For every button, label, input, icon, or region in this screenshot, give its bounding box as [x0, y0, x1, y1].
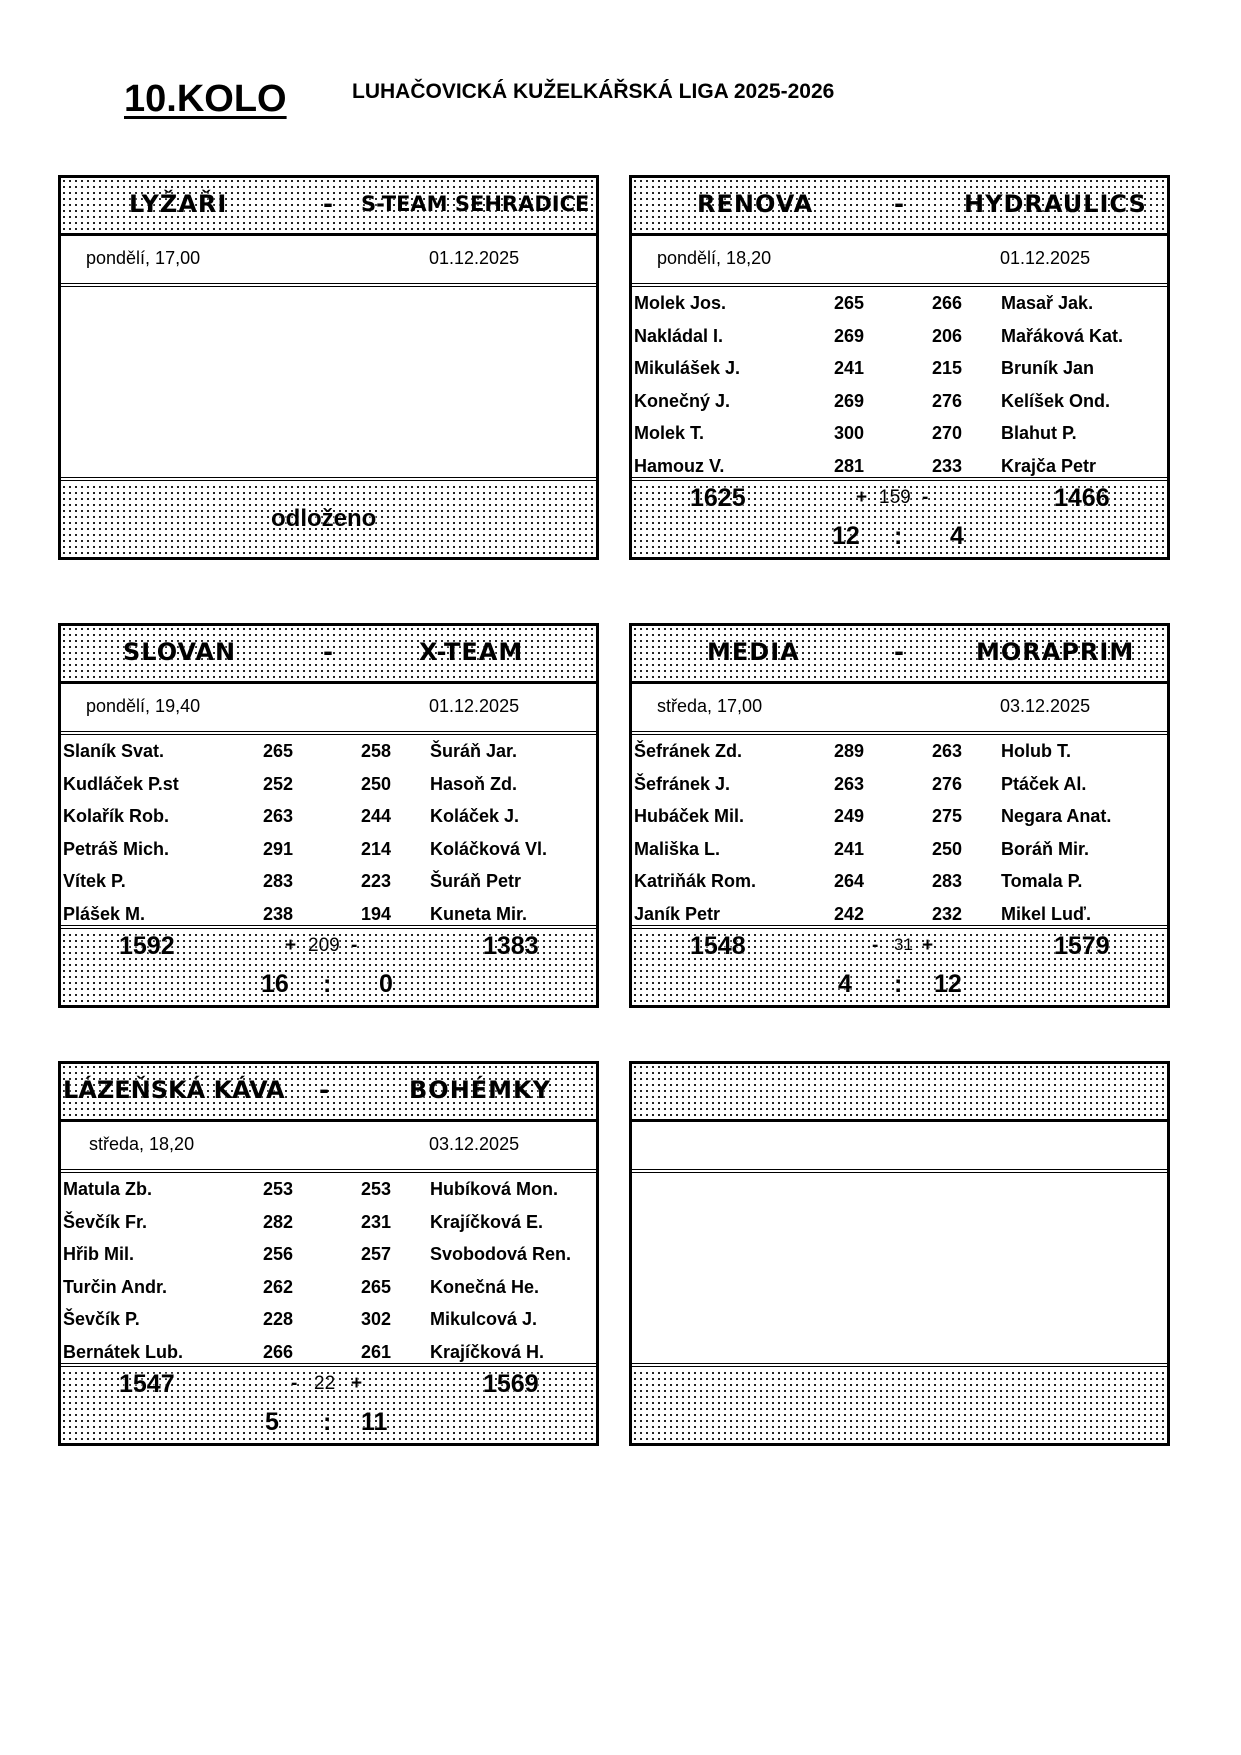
away-player-score: 275	[932, 806, 963, 826]
home-player-score: 253	[263, 1179, 294, 1199]
away-player-score: 250	[361, 773, 392, 794]
away-player-score: 233	[932, 455, 963, 476]
match-date: 03.12.2025	[1000, 696, 1091, 716]
match-panel	[629, 175, 1170, 560]
away-sign: +	[351, 1373, 363, 1394]
home-points: 5	[265, 1408, 279, 1436]
match-footer	[61, 484, 596, 557]
away-team: MORAPRIM	[976, 638, 1135, 666]
home-player-score: 283	[263, 871, 294, 891]
match-info	[632, 684, 1167, 735]
away-player-score: 250	[932, 838, 963, 859]
player-results	[632, 1173, 1167, 1367]
home-total: 1592	[119, 932, 175, 960]
player-row	[63, 1238, 596, 1271]
away-player-score: 214	[361, 838, 392, 859]
home-player-score: 281	[834, 455, 865, 476]
home-total: 1547	[119, 1370, 175, 1398]
away-player-name: Kelíšek Ond.	[1001, 390, 1111, 411]
home-points: 12	[832, 522, 860, 550]
home-player-name: Molek Jos.	[634, 293, 727, 313]
player-row	[63, 1271, 596, 1304]
away-player-score: 270	[932, 423, 963, 443]
match-footer	[61, 1370, 596, 1443]
away-player-name: Hasoň Zd.	[430, 773, 518, 794]
home-player-name: Slaník Svat.	[63, 741, 165, 761]
player-row	[634, 735, 1167, 768]
away-player-name: Mikulcová J.	[430, 1309, 538, 1329]
away-player-score: 261	[361, 1341, 392, 1362]
match-status: odloženo	[271, 505, 377, 532]
home-player-score: 265	[263, 741, 294, 761]
away-team: X-TEAM	[419, 638, 524, 666]
home-player-score: 265	[834, 293, 865, 313]
away-total: 1466	[1054, 484, 1110, 512]
home-player-name: Ševčík Fr.	[63, 1211, 148, 1232]
home-team: LYŽAŘI	[129, 190, 228, 218]
home-points: 4	[838, 970, 852, 998]
home-player-name: Janík Petr	[634, 903, 721, 924]
away-player-name: Mařáková Kat.	[1001, 325, 1124, 346]
away-player-score: 263	[932, 741, 963, 761]
away-points: 12	[934, 970, 962, 998]
player-row	[63, 735, 596, 768]
player-results	[632, 287, 1167, 481]
away-player-name: Boráň Mir.	[1001, 838, 1090, 859]
away-player-name: Tomala P.	[1001, 871, 1083, 891]
difference: 22	[314, 1373, 336, 1394]
match-day-time: pondělí, 17,00	[86, 248, 201, 268]
home-player-name: Šefránek Zd.	[634, 741, 743, 761]
player-row	[63, 833, 596, 866]
player-row	[63, 1336, 596, 1369]
home-player-name: Vítek P.	[63, 871, 126, 891]
match-panel	[58, 1061, 599, 1446]
difference: 31	[894, 935, 913, 954]
player-row	[63, 800, 596, 833]
home-player-name: Hubáček Mil.	[634, 806, 745, 826]
away-player-name: Mikel Luď.	[1001, 903, 1091, 924]
away-player-score: 266	[932, 293, 963, 313]
player-row	[634, 768, 1167, 801]
home-player-score: 269	[834, 325, 865, 346]
home-player-name: Hamouz V.	[634, 455, 725, 476]
empty-match-panel	[629, 1061, 1170, 1446]
home-player-score: 266	[263, 1341, 294, 1362]
match-footer	[632, 484, 1167, 557]
away-sign: -	[351, 935, 358, 956]
away-player-name: Krajíčková H.	[430, 1341, 545, 1362]
away-total: 1579	[1054, 932, 1110, 960]
match-date: 01.12.2025	[429, 696, 520, 716]
match-info	[632, 236, 1167, 287]
away-sign: -	[922, 487, 929, 508]
match-day-time: pondělí, 19,40	[86, 696, 201, 716]
away-player-score: 283	[932, 871, 963, 891]
player-row	[634, 450, 1167, 483]
player-row	[634, 287, 1167, 320]
home-player-score: 300	[834, 423, 865, 443]
away-player-name: Krajča Petr	[1001, 455, 1097, 476]
player-row	[63, 865, 596, 898]
home-team: LÁZEŇSKÁ KÁVA	[63, 1076, 285, 1104]
away-player-score: 257	[361, 1244, 392, 1264]
away-player-name: Konečná He.	[430, 1276, 540, 1297]
away-points: 4	[950, 522, 964, 550]
home-player-score: 264	[834, 871, 865, 891]
away-player-name: Krajíčková E.	[430, 1211, 544, 1232]
home-sign: +	[856, 487, 868, 508]
player-row	[63, 768, 596, 801]
round-title: 10.KOLO	[124, 78, 287, 120]
home-player-name: Kudláček P.st	[63, 773, 179, 794]
match-day-time: pondělí, 18,20	[657, 248, 772, 268]
away-player-name: Šuráň Jar.	[430, 741, 518, 761]
match-date: 03.12.2025	[429, 1134, 520, 1154]
home-player-score: 241	[834, 838, 865, 859]
home-player-name: Mikulášek J.	[634, 358, 741, 378]
points-colon: :	[894, 522, 903, 550]
home-player-score: 289	[834, 741, 865, 761]
match-info	[632, 1122, 1167, 1173]
player-row	[63, 898, 596, 931]
away-points: 0	[379, 970, 393, 998]
away-player-score: 194	[361, 903, 392, 924]
home-player-name: Mališka L.	[634, 838, 721, 859]
home-sign: +	[285, 935, 297, 956]
match-header	[632, 1064, 1167, 1122]
match-header	[632, 178, 1167, 236]
away-sign: +	[922, 935, 934, 956]
match-footer	[61, 932, 596, 1005]
away-player-name: Koláček J.	[430, 806, 520, 826]
home-total: 1548	[690, 932, 746, 960]
home-player-name: Turčin Andr.	[63, 1276, 168, 1297]
away-total: 1383	[483, 932, 539, 960]
away-player-name: Svobodová Ren.	[430, 1244, 572, 1264]
match-header	[61, 626, 596, 684]
match-footer	[632, 932, 1167, 1005]
difference: 159	[879, 487, 911, 508]
player-row	[634, 898, 1167, 931]
away-player-name: Kuneta Mir.	[430, 903, 528, 924]
away-player-name: Negara Anat.	[1001, 806, 1112, 826]
player-row	[63, 1303, 596, 1336]
home-player-score: 228	[263, 1309, 294, 1329]
away-player-score: 231	[361, 1211, 392, 1232]
player-row	[634, 417, 1167, 450]
player-results	[61, 1173, 596, 1367]
away-player-score: 232	[932, 903, 963, 924]
away-player-score: 206	[932, 325, 963, 346]
away-player-name: Bruník Jan	[1001, 358, 1095, 378]
home-player-name: Ševčík P.	[63, 1309, 140, 1329]
points-colon: :	[323, 1408, 332, 1436]
home-sign: -	[291, 1373, 298, 1394]
away-player-name: Koláčková Vl.	[430, 838, 548, 859]
match-header	[632, 626, 1167, 684]
home-player-name: Petráš Mich.	[63, 838, 170, 859]
match-header	[61, 178, 596, 236]
player-results	[61, 735, 596, 929]
away-player-name: Blahut P.	[1001, 423, 1077, 443]
home-player-name: Kolařík Rob.	[63, 806, 170, 826]
points-colon: :	[323, 970, 332, 998]
home-player-name: Katriňák Rom.	[634, 871, 757, 891]
away-player-name: Masař Jak.	[1001, 293, 1094, 313]
away-player-score: 215	[932, 358, 963, 378]
away-player-score: 302	[361, 1309, 392, 1329]
home-player-score: 252	[263, 773, 294, 794]
home-player-score: 249	[834, 806, 865, 826]
match-day-time: středa, 17,00	[657, 696, 763, 716]
match-day-time: středa, 18,20	[89, 1134, 195, 1154]
player-row	[634, 320, 1167, 353]
home-team: RENOVA	[697, 190, 814, 218]
match-panel	[629, 623, 1170, 1008]
home-player-name: Šefránek J.	[634, 773, 731, 794]
player-row	[634, 352, 1167, 385]
away-player-score: 258	[361, 741, 392, 761]
player-row	[634, 865, 1167, 898]
match-info	[61, 684, 596, 735]
match-date: 01.12.2025	[429, 248, 520, 268]
away-player-score: 253	[361, 1179, 392, 1199]
match-panel	[58, 175, 599, 560]
away-player-score: 244	[361, 806, 392, 826]
team-separator: -	[323, 190, 333, 218]
away-total: 1569	[483, 1370, 539, 1398]
home-player-score: 262	[263, 1276, 294, 1297]
home-total: 1625	[690, 484, 746, 512]
player-row	[634, 833, 1167, 866]
home-player-score: 256	[263, 1244, 294, 1264]
home-points: 16	[261, 970, 289, 998]
home-team: MEDIA	[707, 638, 800, 666]
match-info	[61, 236, 596, 287]
away-player-score: 223	[361, 871, 392, 891]
match-footer	[632, 1370, 1167, 1443]
home-team: SLOVAN	[123, 638, 237, 666]
home-player-score: 238	[263, 903, 294, 924]
away-player-name: Šuráň Petr	[430, 871, 522, 891]
home-player-score: 241	[834, 358, 865, 378]
match-date: 01.12.2025	[1000, 248, 1091, 268]
match-header	[61, 1064, 596, 1122]
points-colon: :	[894, 970, 903, 998]
home-player-name: Nakládal I.	[634, 325, 724, 346]
player-row	[63, 1173, 596, 1206]
player-row	[634, 800, 1167, 833]
home-player-score: 263	[834, 773, 865, 794]
difference: 209	[308, 935, 340, 956]
home-player-score: 263	[263, 806, 294, 826]
away-player-score: 265	[361, 1276, 392, 1297]
away-player-name: Ptáček Al.	[1001, 773, 1087, 794]
home-player-name: Matula Zb.	[63, 1179, 152, 1199]
home-player-name: Molek T.	[634, 423, 705, 443]
home-player-score: 282	[263, 1211, 294, 1232]
home-player-score: 291	[263, 838, 294, 859]
home-player-score: 242	[834, 903, 865, 924]
home-sign: -	[872, 935, 879, 956]
team-separator: -	[323, 638, 333, 666]
away-player-name: Hubíková Mon.	[430, 1179, 559, 1199]
away-team: HYDRAULICS	[964, 190, 1147, 218]
player-results	[61, 287, 596, 481]
home-player-name: Konečný J.	[634, 390, 731, 411]
league-title: LUHAČOVICKÁ KUŽELKÁŘSKÁ LIGA 2025-2026	[352, 80, 835, 103]
team-separator: -	[894, 190, 904, 218]
home-player-name: Plášek M.	[63, 903, 146, 924]
team-separator: -	[319, 1076, 329, 1104]
away-player-score: 276	[932, 773, 963, 794]
match-panel	[58, 623, 599, 1008]
away-points: 11	[361, 1408, 388, 1436]
player-row	[63, 1206, 596, 1239]
match-info	[61, 1122, 596, 1173]
away-team: BOHÉMKY	[409, 1076, 552, 1104]
home-player-name: Hřib Mil.	[63, 1244, 134, 1264]
player-row	[634, 385, 1167, 418]
away-team: S-TEAM SEHRADICE	[361, 192, 590, 216]
home-player-score: 269	[834, 390, 865, 411]
home-player-name: Bernátek Lub.	[63, 1341, 184, 1362]
away-player-score: 276	[932, 390, 963, 411]
team-separator: -	[894, 638, 904, 666]
player-results	[632, 735, 1167, 929]
away-player-name: Holub T.	[1001, 741, 1071, 761]
